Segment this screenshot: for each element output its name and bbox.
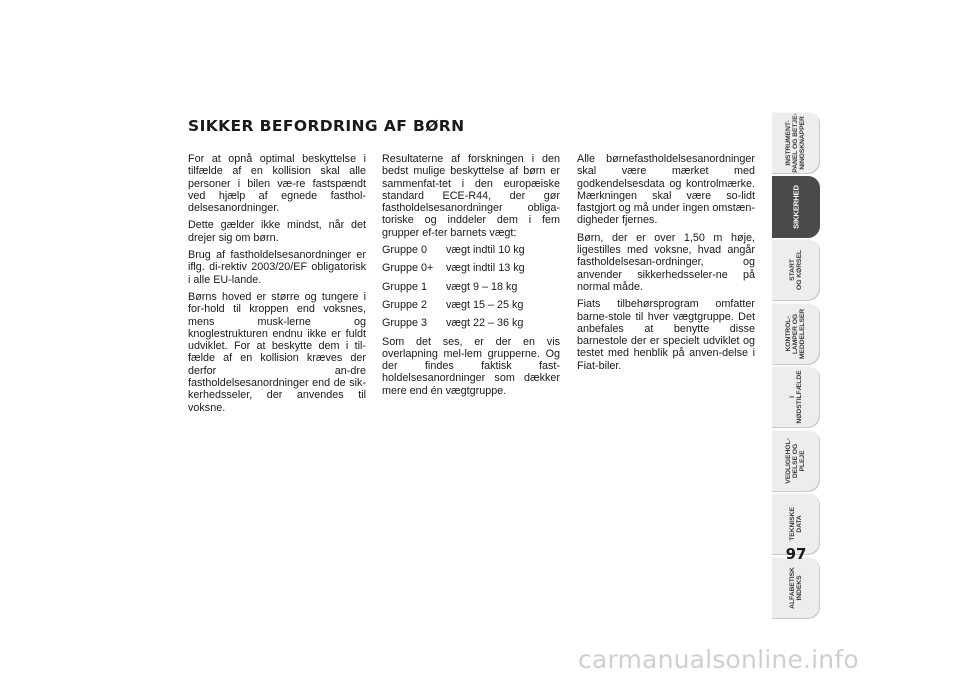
- paragraph: Børn, der er over 1,50 m høje, ligestilles med voksne, hvad angår fastholdelsesan-ordninger, og anvender sikkerhedsseler-ne på normal måde.: [577, 231, 755, 293]
- tab-label: INSTRUMENT- PANEL OG BETJE- NINGSKNAPPER: [785, 113, 807, 173]
- weight-group-row: [382, 299, 560, 311]
- paragraph: Som det ses, er der en vis overlapning mel-lem grupperne. Og der findes faktisk fast-holdelsesanordninger som dækker mere end én vægtgruppe.: [382, 335, 560, 397]
- tab-label: VEDLIGEHOL- DELSE OG PLEJE: [785, 437, 807, 484]
- group-name: Gruppe 0: [382, 244, 428, 257]
- group-name: Gruppe 1: [382, 280, 428, 293]
- group-name: Gruppe 0+: [382, 262, 434, 275]
- paragraph: Alle børnefastholdelsesanordninger skal være mærket med godkendelsesdata og kontrolmærke. Mærkningen skal være so-lidt fastgjort og må under ingen omstæn-digheder fjernes.: [577, 153, 755, 227]
- weight-group-row: [382, 262, 560, 274]
- tab-sikkerhed[interactable]: [772, 176, 820, 238]
- paragraph: Resultaterne af forskningen i den bedst mulige beskyttelse af børn er sammenfat-tet i den europæiske standard ECE-R44, der gør fastholdelsesanordninger obliga-toriske og inddeler dem i fem grupper ef-ter barnets vægt:: [382, 153, 560, 239]
- tab-label: SIKKERHED: [791, 184, 801, 229]
- group-weight: vægt 15 – 25 kg: [446, 298, 524, 311]
- paragraph: Fiats tilbehørsprogram omfatter barne-stole til hver vægtgruppe. Det anbefales at benytte disse barnestole der er specielt udviklet og testet med henblik på anven-delse i Fiat-biler.: [577, 298, 755, 372]
- tab-label: TEKNISKE DATA: [788, 507, 803, 541]
- group-weight: vægt 22 – 36 kg: [446, 317, 524, 330]
- chapter-tabs: [772, 112, 820, 620]
- column-1: [188, 153, 366, 419]
- tab-label: KONTROL- LAMPER OG MEDDELELSER: [785, 308, 807, 359]
- weight-group-row: [382, 317, 560, 329]
- tab-instrumentpanel[interactable]: [772, 112, 820, 174]
- paragraph: For at opnå optimal beskyttelse i tilfælde af en kollision skal alle personer i bilen væ-re fastspændt ved hjælp af egnede fasthol-delsesanordninger.: [188, 153, 366, 215]
- tab-nodstilfaelde[interactable]: [772, 366, 820, 428]
- paragraph: Brug af fastholdelsesanordninger er iflg. di-rektiv 2003/20/EF obligatorisk i alle EU-lande.: [188, 249, 366, 286]
- tab-vedligeholdelse[interactable]: [772, 430, 820, 492]
- page-number: 97: [785, 545, 807, 563]
- group-name: Gruppe 3: [382, 317, 428, 330]
- tab-start-og-korsel[interactable]: [772, 239, 820, 301]
- paragraph: Dette gælder ikke mindst, når det drejer sig om børn.: [188, 219, 366, 244]
- group-weight: vægt indtil 13 kg: [446, 262, 525, 275]
- tab-label: START OG KØRSEL: [788, 250, 803, 290]
- column-3: [577, 153, 755, 377]
- group-weight: vægt 9 – 18 kg: [446, 280, 518, 293]
- tab-label: I NØDSTILFÆLDE: [788, 370, 803, 424]
- tab-label: ALFABETISK INDEKS: [788, 566, 803, 609]
- tab-kontrollamper[interactable]: [772, 303, 820, 365]
- weight-group-row: [382, 244, 560, 256]
- weight-group-row: [382, 281, 560, 293]
- watermark-text: carmanualsonline.info: [578, 645, 859, 674]
- group-weight: vægt indtil 10 kg: [446, 244, 525, 257]
- page-title: SIKKER BEFORDRING AF BØRN: [188, 117, 465, 135]
- tab-alfabetisk-indeks[interactable]: [772, 557, 820, 619]
- column-2: [382, 153, 560, 402]
- group-name: Gruppe 2: [382, 298, 428, 311]
- paragraph: Børns hoved er større og tungere i for-hold til kroppen end voksnes, mens musk-lerne og knoglestrukturen endnu ikke er fuldt udviklet. For at beskytte dem i til-fælde af en kollision kræves der derfor an-dre fastholdelsesanordninger end de sik-kerhedsseler, der anvendes til voksne.: [188, 290, 366, 414]
